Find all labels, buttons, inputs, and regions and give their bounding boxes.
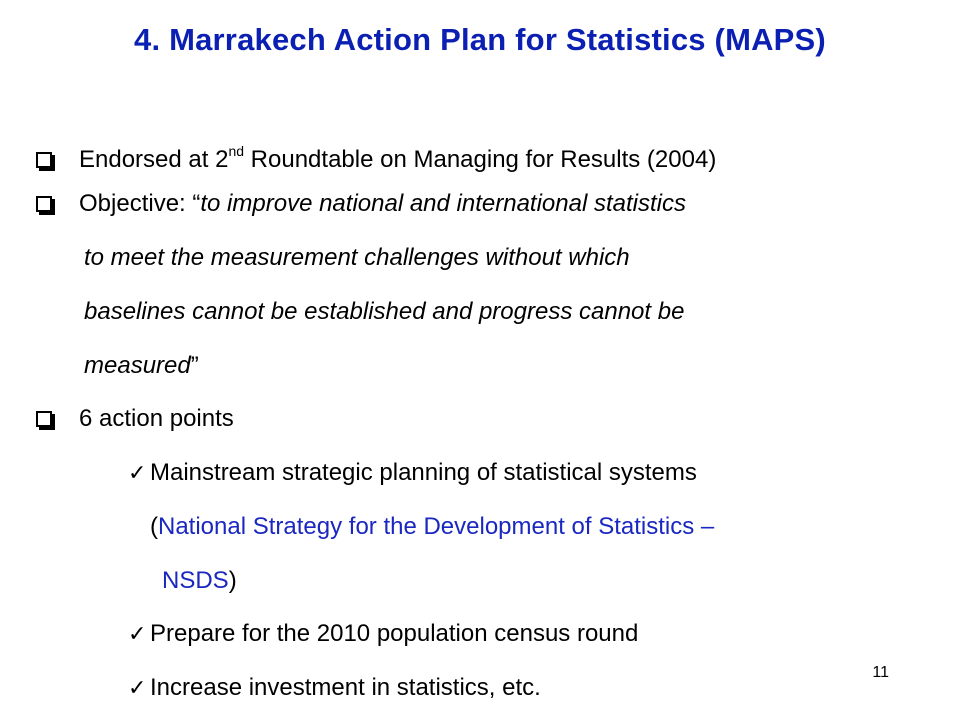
action-item-3 bbox=[128, 674, 541, 702]
objective-quote-line-2: to meet the measurement challenges without which bbox=[84, 244, 630, 271]
action-points-text: 6 action points bbox=[79, 405, 234, 432]
action-3-text: Increase investment in statistics, etc. bbox=[150, 674, 541, 701]
action-2-text: Prepare for the 2010 population census round bbox=[150, 620, 639, 647]
action-1-paren-line bbox=[150, 513, 714, 541]
objective-quote-line-4 bbox=[84, 352, 199, 380]
objective-quote-line-1: to improve national and international statistics bbox=[200, 190, 686, 217]
bullet-action-points bbox=[36, 405, 234, 433]
action-1-acronym-line bbox=[162, 567, 237, 595]
endorsed-text-pre: Endorsed at 2 bbox=[79, 146, 229, 173]
objective-quote-end: measured bbox=[84, 352, 191, 379]
endorsed-text-post: Roundtable on Managing for Results (2004) bbox=[244, 146, 717, 173]
ordinal-suffix: nd bbox=[228, 143, 245, 159]
bullet-endorsed bbox=[36, 143, 717, 174]
page-number: 11 bbox=[872, 664, 889, 681]
action-1-text: Mainstream strategic planning of statistical systems bbox=[150, 459, 697, 486]
action-item-2 bbox=[128, 620, 638, 648]
checkmark-icon: ✓ bbox=[128, 460, 147, 485]
checkmark-icon: ✓ bbox=[128, 675, 147, 700]
objective-quote-line-3: baselines cannot be established and progress cannot be bbox=[84, 298, 685, 325]
action-item-1 bbox=[128, 459, 697, 487]
slide-title: 4. Marrakech Action Plan for Statistics (MAPS) bbox=[134, 22, 826, 57]
nsds-acronym: NSDS bbox=[162, 567, 229, 594]
objective-close-quote: ” bbox=[190, 352, 199, 379]
square-bullet-icon bbox=[36, 196, 52, 212]
bullet-objective bbox=[36, 190, 686, 218]
paren-close: ) bbox=[228, 567, 237, 594]
square-bullet-icon bbox=[36, 152, 52, 168]
objective-label: Objective: “ bbox=[79, 190, 201, 217]
nsds-full-name: National Strategy for the Development of Statistics – bbox=[158, 513, 715, 540]
checkmark-icon: ✓ bbox=[128, 621, 147, 646]
paren-open: ( bbox=[150, 513, 158, 540]
square-bullet-icon bbox=[36, 411, 52, 427]
